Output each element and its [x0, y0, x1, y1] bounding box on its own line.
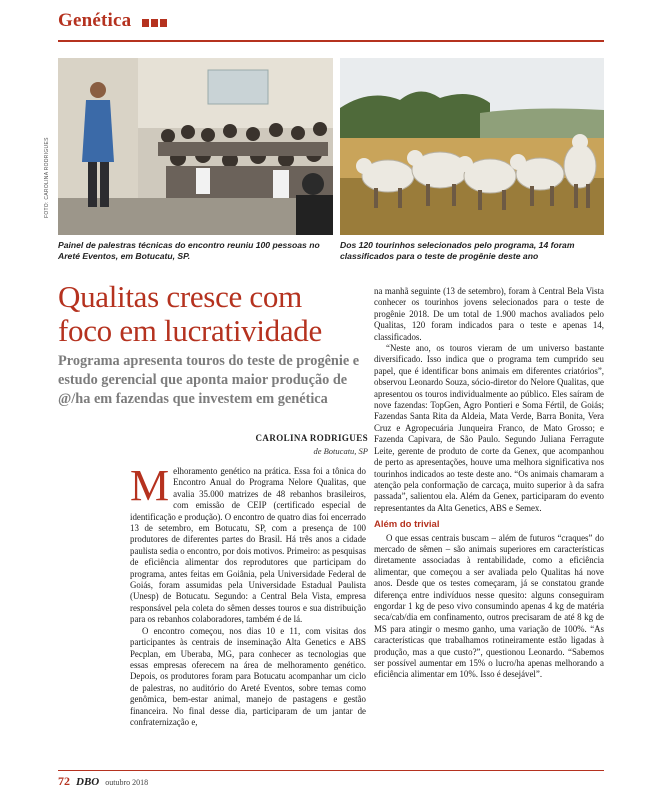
article-headline: Qualitas cresce com foco em lucratividade: [58, 279, 322, 348]
footer-rule: [58, 770, 604, 771]
paragraph: na manhã seguinte (13 de setembro), foram à Central Bela Vista conhecer os tourinhos jovens selecionados para o teste de progênie 2018. De um total de 1.900 machos avaliados pelo Qualitas, 120 foram indicados para o teste e apenas 14, classificados.: [374, 286, 604, 342]
paragraph: O encontro começou, nos dias 10 e 11, com visitas dos participantes às centrais de inseminação Alta Genetics e ABS Pecplan, em Uberaba, MG, para conhecer as tecnologias que essas empresas oferecem na área de melhoramento genético. Depois, os produtores foram para Botucatu acompanhar um ciclo de palestras, no auditório do Areté Eventos, sobre temas como genômica, bem-estar animal, manejo de pastagens e gestão financeira. No final desse dia, participaram de um jantar de confraternização e,: [130, 625, 366, 727]
lecture-illustration: [58, 58, 333, 235]
photo-caption-lecture: Painel de palestras técnicas do encontro reuniu 100 pessoas no Areté Eventos, em Botucatu, SP.: [58, 240, 320, 261]
paragraph: elhoramento genético na prática. Essa foi a tônica do Encontro Anual do Programa Nelore Qualitas, que avalia 35.000 matrizes de 48 rebanhos brasileiros, com emissão de CEIP (certificado especial de identificação e produção). O encontro de quatro dias foi encerrado 13 de setembro, em Botucatu, SP, com a presença de 100 produtores de diferentes partes do Brasil. Há três anos a cidade paulista sedia o encontro, por dois motivos. Primeiro: as pesquisas de eficiência alimentar dos reprodutores que participam do programa, antes feitas em Goiânia, pela Universidade Federal de Goiás, foram assumidas pela Universidade Estadual Paulista (Unesp) de Botucatu. Segundo: a Central Bela Vista, empresa responsável pela coleta do sêmen desses touros e sua distribuição para os rebanhos colaboradores, também é de lá.: [130, 466, 366, 625]
author-location: de Botucatu, SP: [313, 446, 368, 456]
paragraph: “Neste ano, os touros vieram de um universo bastante diversificado. Isso indica que o programa tem cumprido seu papel, que é identificar bons animais em diferentes criatórios”, observou Leonardo Souza, sócio-diretor do Nelore Qualitas, que apresentou os touros individualmente ao público. Eles saíram de nove fazendas: TopGen, Agro Pontieri e Soma Fértil, de Goiás; Fazendas Santa Rita da Aldeia, Mata Verde, Barra Bonita, Vera Cruz e Agropecuária Junqueira Franco, de Mato Grosso; e Fazenda Capivara, de São Paulo. Segundo Juliana Ferragute Leite, gerente de produto de corte da Genex, que acompanhou de perto as apresentações, houve uma melhora significativa nos tourinhos indicados ao teste deste ano. “Os animais chamaram a atenção pela conformação de carcaça, muito superior à da safra passada”, salientou ela. Além da Genex, participaram do evento representantes da Alta Genetics, ABS e Semex.: [374, 343, 604, 513]
page-number: 72: [58, 774, 70, 788]
photo-caption-cattle: Dos 120 tourinhos selecionados pelo programa, 14 foram classificados para o teste de progênie deste ano: [340, 240, 575, 261]
drop-cap: M: [130, 461, 170, 510]
body-column-2: [374, 286, 604, 681]
cattle-illustration: [340, 58, 604, 235]
article-subhead: Além do trivial: [374, 519, 440, 531]
body-column-1: [130, 461, 366, 728]
photo-lecture: [58, 58, 333, 235]
photo-credit: FOTO: CAROLINA RODRIGUES: [44, 137, 50, 218]
photo-cattle: [340, 58, 604, 235]
header-rule: [58, 40, 604, 42]
section-marker: [142, 19, 168, 27]
magazine-name: DBO: [76, 776, 100, 788]
author-name: CAROLINA RODRIGUES: [255, 433, 368, 443]
paragraph: O que essas centrais buscam – além de futuros “craques” do mercado de sêmen – são animais superiores em características diretamente associadas à rentabilidade, como a eficiência alimentar, que começou a ser avaliada pelo Qualitas há nove anos. Desde que os testes começaram, já se constatou grande diferença entre indivíduos nesse quesito: alguns conseguiram engordar 1 kg de peso vivo consumindo apenas 4 kg de matéria seca/cab/dia em confinamento, outros precisaram de até 8 kg de MS para atingir o mesmo ganho, uma variação de 100%. “As características que trabalhamos rotineiramente estão ligadas à produção, mas a que custo?”, questionou Leonardo. “Sabemos ser possível aumentar em 15% o lucro/ha apenas melhorando a eficiência alimentar em 10%. Isso é desejável”.: [374, 532, 604, 680]
page-footer: [58, 774, 148, 789]
issue-date: outubro 2018: [105, 778, 149, 787]
section-title: Genética: [58, 10, 132, 31]
article-deck: Programa apresenta touros do teste de progênie e estudo gerencial que aponta maior produção de @/ha em fazendas que investem em genética: [58, 353, 360, 407]
